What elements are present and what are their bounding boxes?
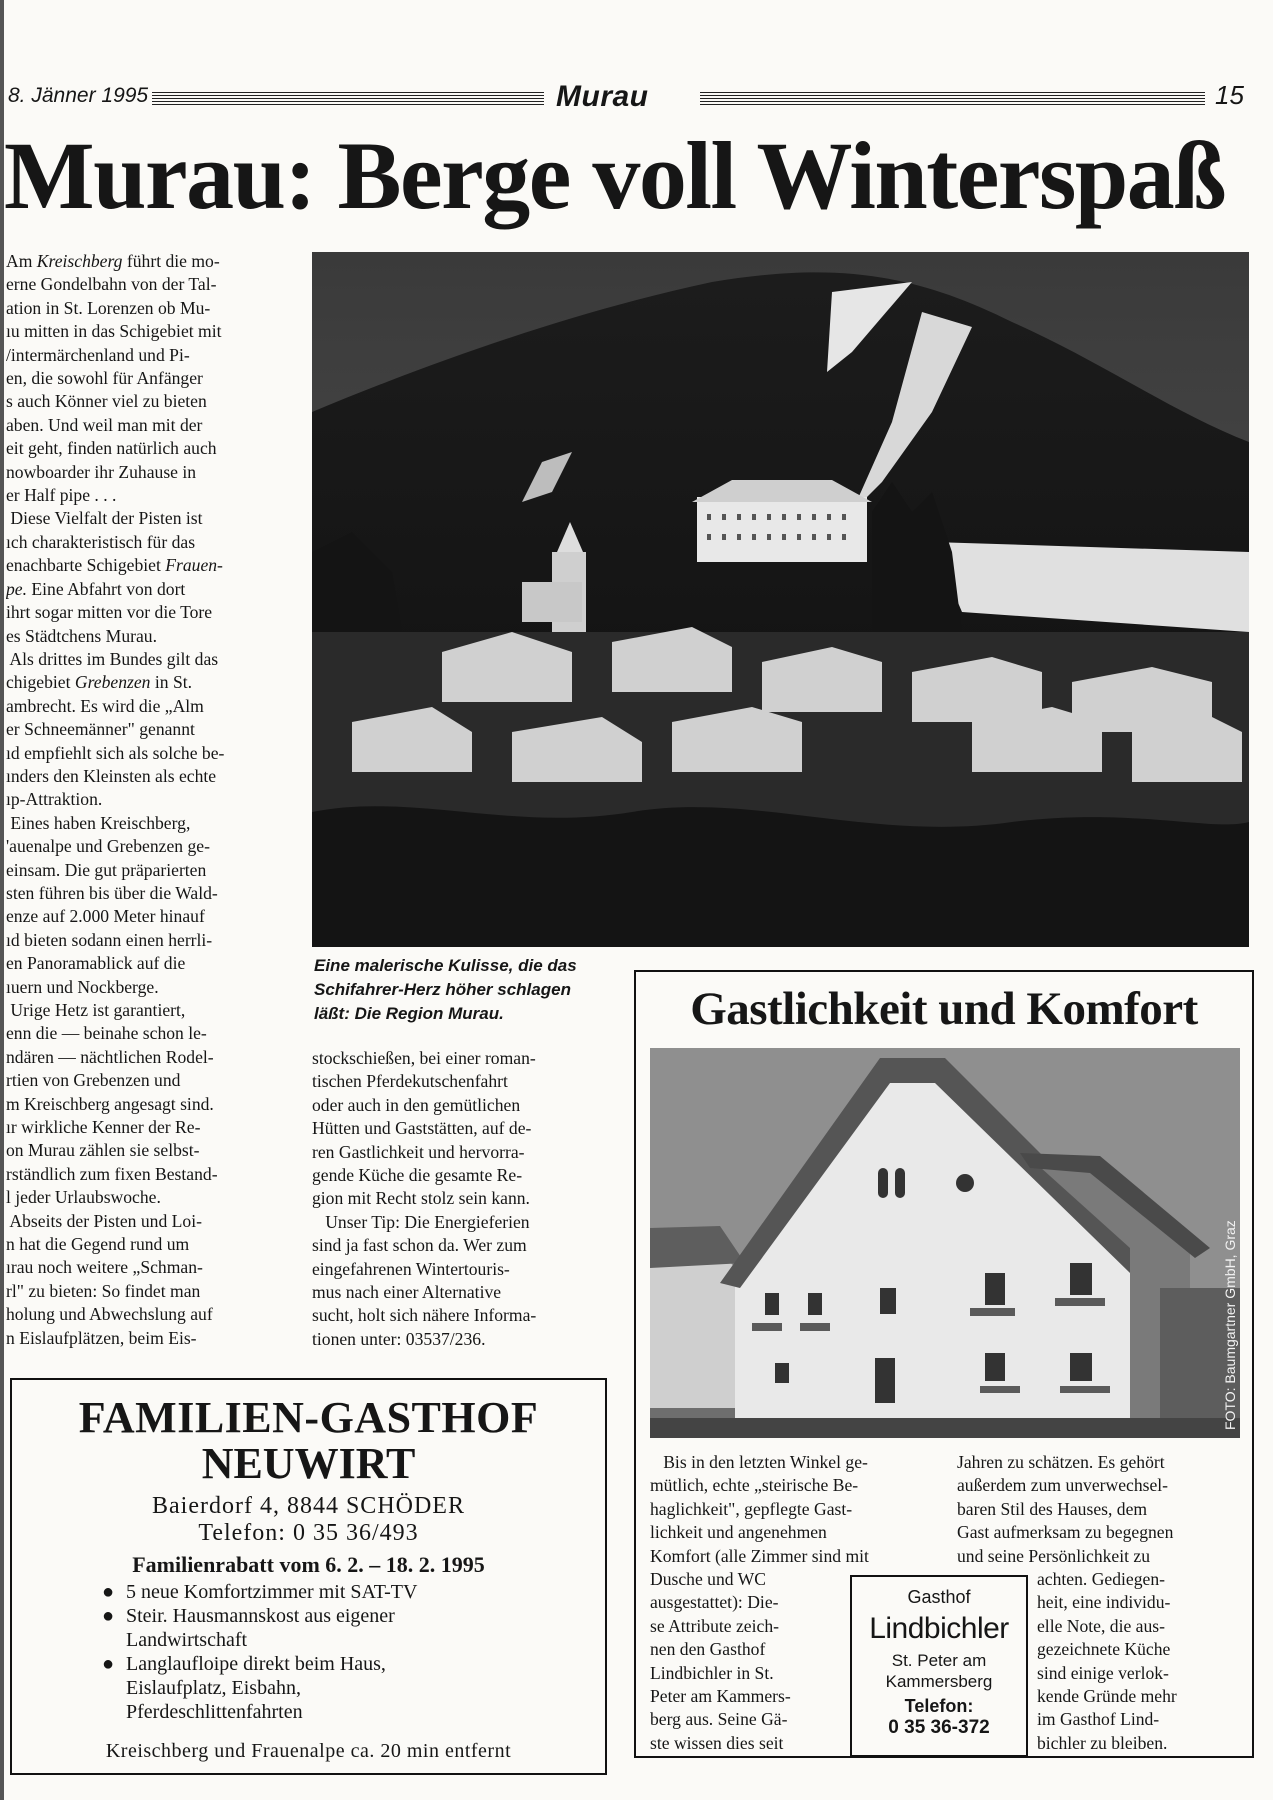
text-line: es Städtchens Murau. [6,625,157,646]
text-line: und seine Persönlichkeit zu [957,1545,1150,1566]
caption-line: Eine malerische Kulisse, die das [314,956,577,975]
caption-line: Schifahrer-Herz höher schlagen [314,980,571,999]
text-line: l jeder Urlaubswoche. [6,1187,161,1208]
text-line: ırau noch weitere „Schman- [6,1257,203,1278]
header-rule-left [152,92,544,106]
bullet-icon [102,1700,126,1724]
text-line: nowboarder ihr Zuhause in [6,461,197,482]
ad-lind-name: Lindbichler [869,1612,1009,1645]
ad-neuwirt-name-line1: FAMILIEN-GASTHOF [78,1393,539,1442]
ad-familien-gasthof-neuwirt [10,1378,607,1775]
ad-neuwirt-feature-line: ● Steir. Hausmannskost aus eigener [102,1605,395,1627]
ad-lind-label: Gasthof [907,1587,971,1607]
text-line: enachbarte Schigebiet Frauen- [6,555,223,576]
text-line: enze auf 2.000 Meter hinauf [6,906,205,927]
section-title: Murau [556,80,649,113]
text-line: ausgestattet): Die- [650,1592,779,1613]
ad-lind-phone-label: Telefon: [904,1696,974,1716]
text-line: heit, eine individu- [1037,1592,1171,1613]
text-line: ıu mitten in das Schigebiet mit [6,321,222,342]
header-rule-right [700,92,1205,106]
text-line: rl" zu bieten: So findet man [6,1280,201,1301]
text-line: kende Gründe mehr [1037,1686,1177,1707]
text-line: ambrecht. Es wird die „Alm [6,695,204,716]
text-line: ıch charakteristisch für das [6,531,196,552]
bullet-icon [102,1676,126,1700]
text-line: Peter am Kammers- [650,1686,791,1707]
ad-neuwirt-feature-line: Eislaufplatz, Eisbahn, [102,1676,417,1700]
text-line: pe. Eine Abfahrt von dort [6,578,186,599]
text-line: stockschießen, bei einer roman- [312,1048,536,1068]
text-line: ıd empfiehlt sich als solche be- [6,742,225,763]
ad-neuwirt-feature-line: ● Langlaufloipe direkt beim Haus, [102,1653,386,1675]
text-line: en, die sowohl für Anfänger [6,368,203,389]
ad-neuwirt-feature-line: Landwirtschaft [102,1628,417,1652]
text-line: 'auenalpe und Grebenzen ge- [6,836,210,857]
text-line: on Murau zählen sie selbst- [6,1140,200,1161]
text-line: mus nach einer Alternative [312,1282,502,1303]
text-line: sind ja fast schon da. Wer zum [312,1235,527,1256]
text-line: ndären — nächtlichen Rodel- [6,1046,214,1067]
text-line: oder auch in den gemütlichen [312,1094,521,1115]
text-line: n Eislaufplätzen, beim Eis- [6,1327,197,1348]
ad-neuwirt-phone: Telefon: 0 35 36/493 [198,1520,419,1546]
text-line: erne Gondelbahn von der Tal- [6,274,217,295]
text-line: Komfort (alle Zimmer sind mit [650,1545,869,1566]
bullet-icon [102,1628,126,1652]
text-line: gende Küche die gesamte Re- [312,1165,523,1186]
headline: Murau: Berge voll Winterspaß [4,122,1226,229]
text-line: lichkeit und angenehmen [650,1522,827,1543]
article-column-middle [312,1047,612,1351]
text-line: Abseits der Pisten und Loi- [6,1210,202,1231]
text-line: ıd bieten sodann einen herrli- [6,929,213,950]
gast-article-column1-bottom [650,1568,840,1755]
text-line: sten führen bis über die Wald- [6,882,218,903]
ad-neuwirt-discount: Familienrabatt vom 6. 2. – 18. 2. 1995 [132,1552,485,1577]
ad-lind-location: St. Peter am Kammersberg [885,1651,993,1691]
gasthof-house-illustration [650,1048,1240,1438]
text-line: ihrt sogar mitten vor die Tore [6,602,213,623]
article-column-left [6,250,290,1350]
text-line: Dusche und WC [650,1569,766,1589]
text-line: m Kreischberg angesagt sind. [6,1093,214,1114]
text-line: Hütten und Gaststätten, auf de- [312,1118,532,1139]
text-line: Bis in den letzten Winkel ge- [650,1452,868,1472]
text-line: nen den Gasthof [650,1639,766,1660]
text-line: bichler zu bleiben. [1037,1732,1168,1753]
text-line: Gast aufmerksam zu begegnen [957,1522,1174,1543]
ad-neuwirt-feature-line: ● 5 neue Komfortzimmer mit SAT-TV [102,1581,418,1603]
text-line: ation in St. Lorenzen ob Mu- [6,297,211,318]
ad-neuwirt-features [102,1580,417,1724]
text-line: elle Note, die aus- [1037,1615,1165,1636]
text-line: außerdem zum unverwechsel- [957,1475,1169,1496]
caption-line: läßt: Die Region Murau. [314,1004,504,1023]
bullet-icon: ● [102,1605,115,1627]
ad-gasthof-lindbichler [850,1575,1028,1757]
text-line: eit geht, finden natürlich auch [6,438,217,459]
photo-gasthof-house [650,1048,1240,1438]
text-line: eingefahrenen Wintertouris- [312,1258,510,1279]
photo-credit: FOTO: Baumgartner GmbH, Graz [1222,1220,1238,1430]
ad-neuwirt-footer: Kreischberg und Frauenalpe ca. 20 min entfernt [105,1740,512,1762]
bullet-icon: ● [102,1653,115,1675]
text-line: holung und Abwechslung auf [6,1304,213,1325]
text-line: gezeichnete Küche [1037,1639,1171,1660]
text-line: mütlich, echte „steirische Be- [650,1475,859,1496]
text-line: berg aus. Seine Gä- [650,1709,788,1730]
text-line: ır wirkliche Kenner der Re- [6,1117,201,1138]
photo-murau-mountain [312,252,1249,947]
ad-neuwirt-address: Baierdorf 4, 8844 SCHÖDER [152,1493,465,1519]
ad-neuwirt-feature-line: Pferdeschlittenfahrten [102,1700,417,1724]
text-line: Jahren zu schätzen. Es gehört [957,1452,1165,1472]
text-line: haglichkeit", gepflegte Gast- [650,1498,853,1519]
text-line: ste wissen dies seit [650,1732,784,1753]
ad-neuwirt-name-line2: NEUWIRT [201,1439,416,1488]
text-line: tionen unter: 03537/236. [312,1328,486,1349]
gast-article-column1-top [650,1451,932,1568]
page-edge [0,0,4,1800]
text-line: baren Stil des Hauses, dem [957,1498,1148,1519]
text-line: Urige Hetz ist garantiert, [6,1000,186,1020]
text-line: se Attribute zeich- [650,1615,779,1636]
text-line: chigebiet Grebenzen in St. [6,672,193,693]
text-line: aben. Und weil man mit der [6,414,203,435]
text-line: Am Kreischberg führt die mo- [6,251,220,271]
text-line: n hat die Gegend rund um [6,1234,190,1255]
text-line: ıp-Attraktion. [6,789,103,810]
text-line: Eines haben Kreischberg, [6,812,191,833]
text-line: en Panoramablick auf die [6,953,186,974]
text-line: s auch Könner viel zu bieten [6,391,207,412]
text-line: enn die — beinahe schon le- [6,1023,207,1044]
gast-article-column2-bottom [1037,1568,1252,1755]
text-line: er Half pipe . . . [6,485,117,506]
text-line: er Schneemänner" genannt [6,719,195,740]
text-line: im Gasthof Lind- [1037,1709,1160,1730]
text-line: achten. Gediegen- [1037,1569,1165,1589]
gast-article-column2-top [957,1451,1247,1568]
text-line: Unser Tip: Die Energieferien [312,1211,530,1232]
text-line: ınders den Kleinsten als echte [6,765,217,786]
text-line: Als drittes im Bundes gilt das [6,648,219,669]
bullet-icon: ● [102,1581,115,1603]
text-line: sind einige verlok- [1037,1662,1169,1683]
text-line: rtien von Grebenzen und [6,1070,181,1091]
text-line: einsam. Die gut präparierten [6,859,207,880]
text-line: gion mit Recht stolz sein kann. [312,1188,530,1209]
photo-caption [314,954,614,1026]
text-line: Lindbichler in St. [650,1662,774,1683]
text-line: ren Gastlichkeit und hervorra- [312,1141,525,1162]
text-line: Diese Vielfalt der Pisten ist [6,508,203,529]
text-line: sucht, holt sich nähere Informa- [312,1305,537,1326]
page-number: 15 [1215,80,1244,110]
gast-article-title: Gastlichkeit und Komfort [690,983,1198,1035]
text-line: rständlich zum fixen Bestand- [6,1163,218,1184]
mountain-town-illustration [312,252,1249,947]
issue-date: 8. Jänner 1995 [8,84,149,107]
text-line: ıuern und Nockberge. [6,976,159,997]
ad-lind-phone: 0 35 36-372 [888,1717,990,1738]
text-line: tischen Pferdekutschenfahrt [312,1071,508,1092]
text-line: /intermärchenland und Pi- [6,344,190,365]
